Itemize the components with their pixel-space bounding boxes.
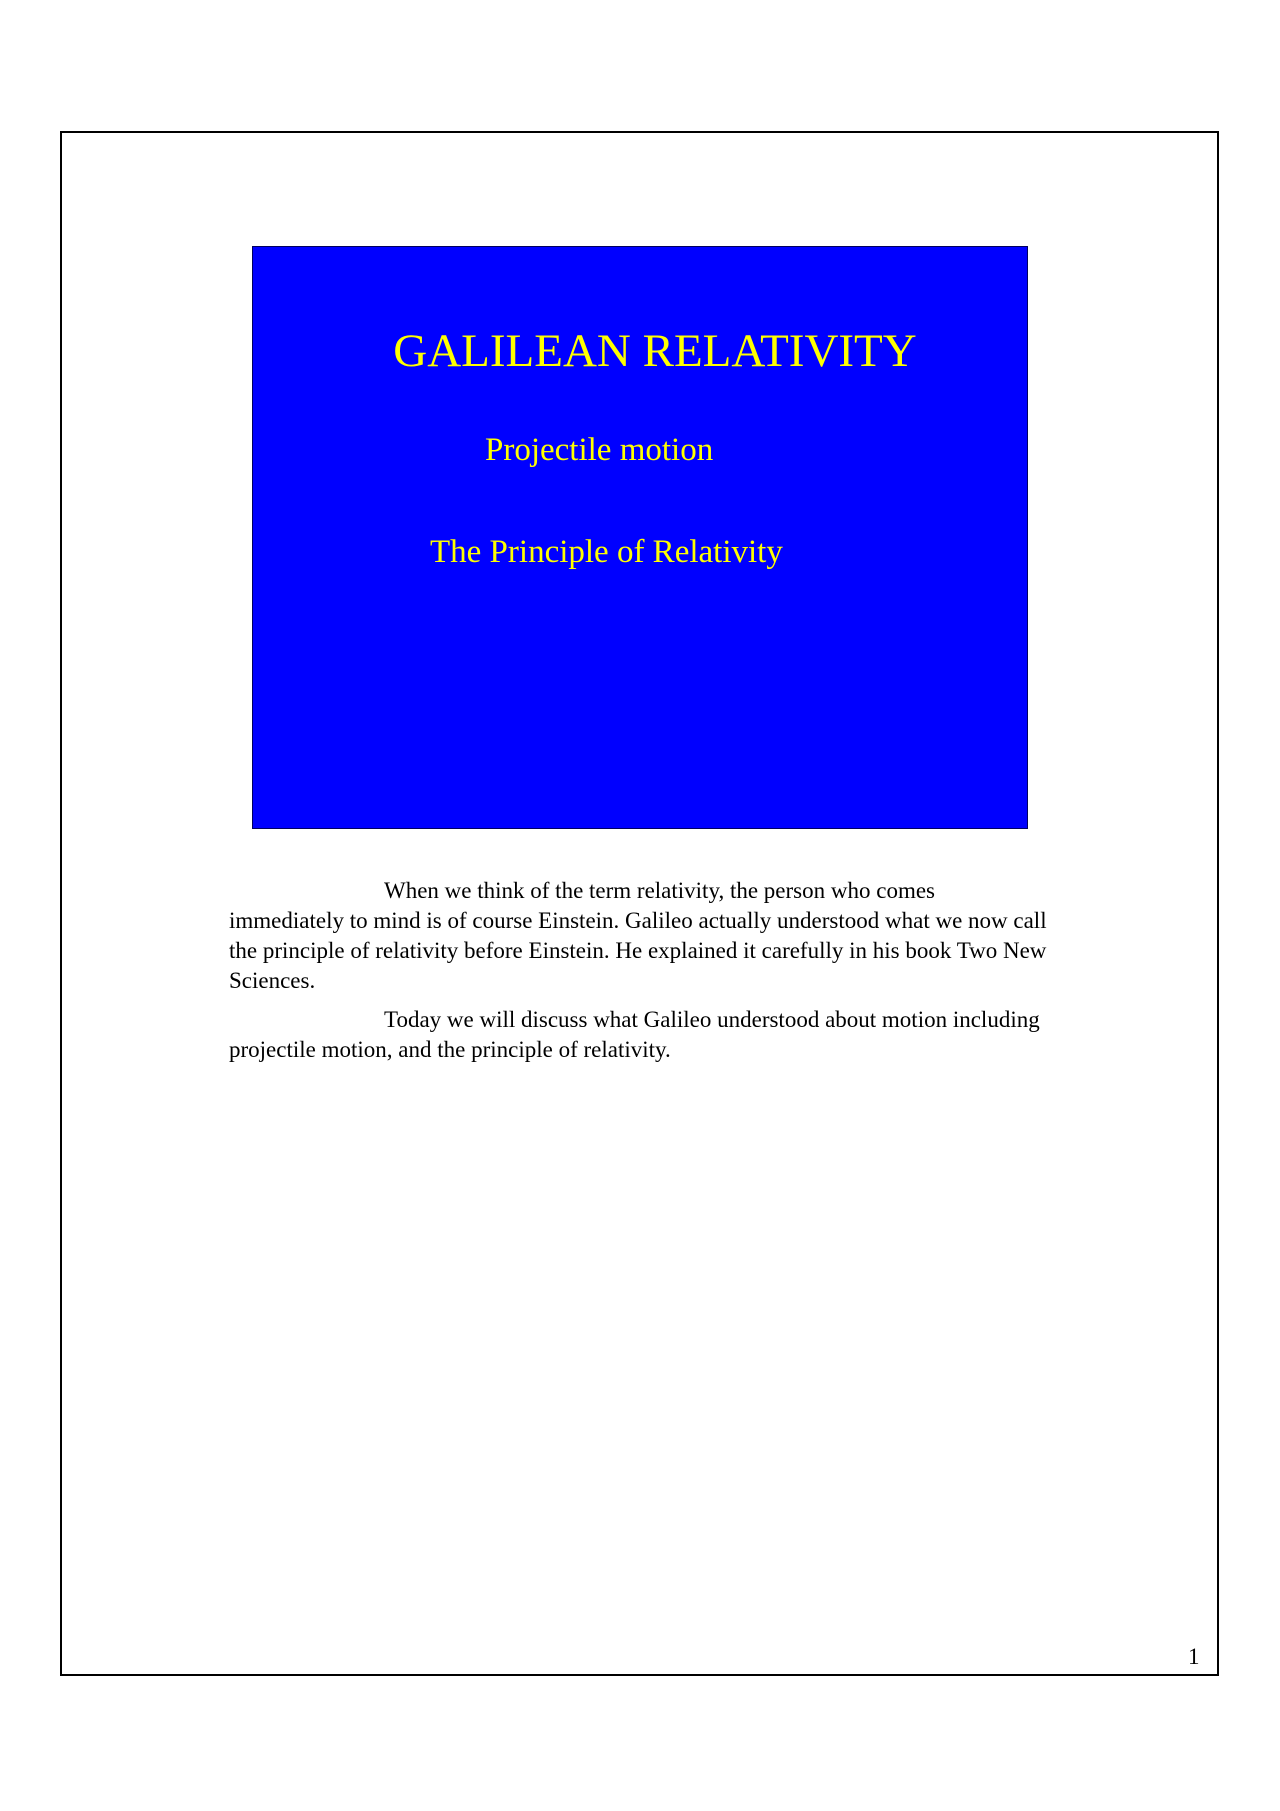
notes-paragraph: When we think of the term relativity, the person who comes immediately to mind is of course Einstein. Galileo actually understood what we now call the principle of relativity before Einstein. He explained it carefully in his book Two New Sciences. <box>229 878 1047 993</box>
slide-thumbnail <box>252 246 1028 829</box>
page-number: 1 <box>1188 1644 1200 1669</box>
speaker-notes <box>229 876 1049 1074</box>
slide-subtitle-principle-of-relativity: The Principle of Relativity <box>430 534 783 570</box>
notes-paragraph: Today we will discuss what Galileo understood about motion including projectile motion, and the principle of relativity. <box>229 1007 1040 1062</box>
slide-title: GALILEAN RELATIVITY <box>393 325 917 377</box>
slide-subtitle-projectile-motion: Projectile motion <box>485 432 714 468</box>
